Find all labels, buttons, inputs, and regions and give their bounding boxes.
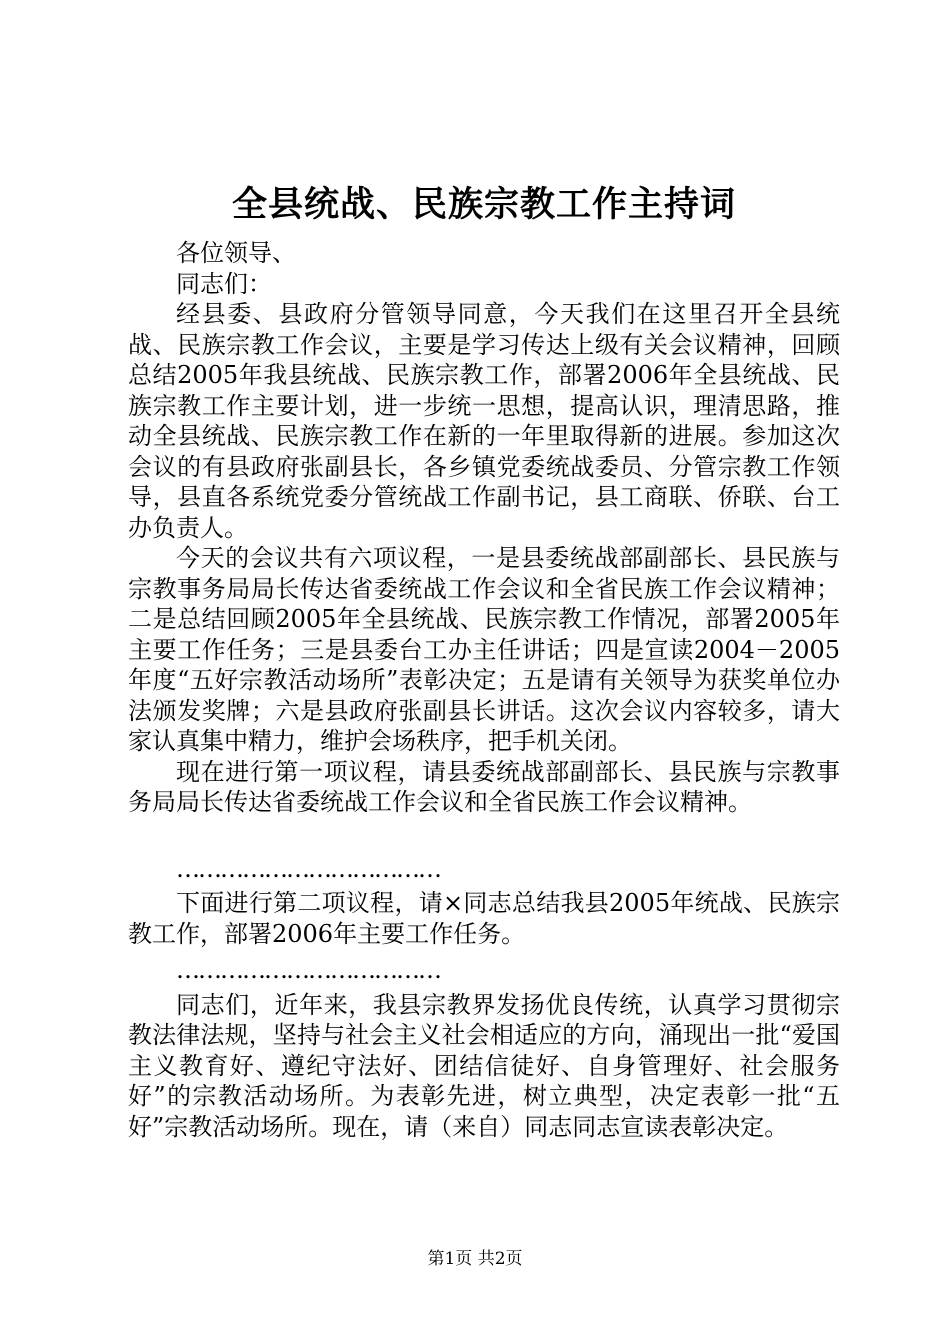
document-title: 全县统战、民族宗教工作主持词 [231, 184, 736, 225]
ellipsis-separator: ……………………………… [176, 854, 440, 883]
paragraph-opening: 经县委、县政府分管领导同意，今天我们在这里召开全县统战、民族宗教工作会议，主要是学习传达上级有关会议精神，回顾总结2005年我县统战、民族宗教工作，部署2006年全县统战、民族宗教工作主要计划，进一步统一思想，提高认识，理清思路，推动全县统战、民族宗教工作在新的一年里取得新的进展。参加这次会议的有县政府张副县长，各乡镇党委统战委员、分管宗教工作领导，县直各系统党委分管统战工作副书记，县工商联、侨联、台工办负责人。 [128, 300, 840, 542]
salutation-comrades: 同志们： [176, 269, 272, 298]
paragraph-commendation: 同志们，近年来，我县宗教界发扬优良传统，认真学习贯彻宗教法律法规，坚持与社会主义社会相适应的方向，涌现出一批“爱国主义教育好、遵纪守法好、团结信徒好、自身管理好、社会服务好”的宗教活动场所。为表彰先进，树立典型，决定表彰一批“五好”宗教活动场所。现在，请（来自）同志同志宣读表彰决定。 [128, 990, 840, 1141]
paragraph-item-two: 下面进行第二项议程，请×同志总结我县2005年统战、民族宗教工作，部署2006年主要工作任务。 [128, 889, 840, 948]
paragraph-item-one: 现在进行第一项议程，请县委统战部副部长、县民族与宗教事务局局长传达省委统战工作会议和全省民族工作会议精神。 [128, 757, 840, 816]
page-number-footer: 第1页 共2页 [427, 1249, 523, 1269]
document-page [128, 180, 840, 1142]
paragraph-agenda: 今天的会议共有六项议程，一是县委统战部副部长、县民族与宗教事务局局长传达省委统战工作会议和全省民族工作会议精神；二是总结回顾2005年全县统战、民族宗教工作情况，部署2005年主要工作任务；三是县委台工办主任讲话；四是宣读2004－2005年度“五好宗教活动场所”表彰决定；五是请有关领导为获奖单位办法颁发奖牌；六是县政府张副县长讲话。这次会议内容较多，请大家认真集中精力，维护会场秩序，把手机关闭。 [128, 544, 840, 755]
ellipsis-separator: ……………………………… [176, 956, 440, 984]
salutation-leaders: 各位领导、 [176, 239, 296, 267]
